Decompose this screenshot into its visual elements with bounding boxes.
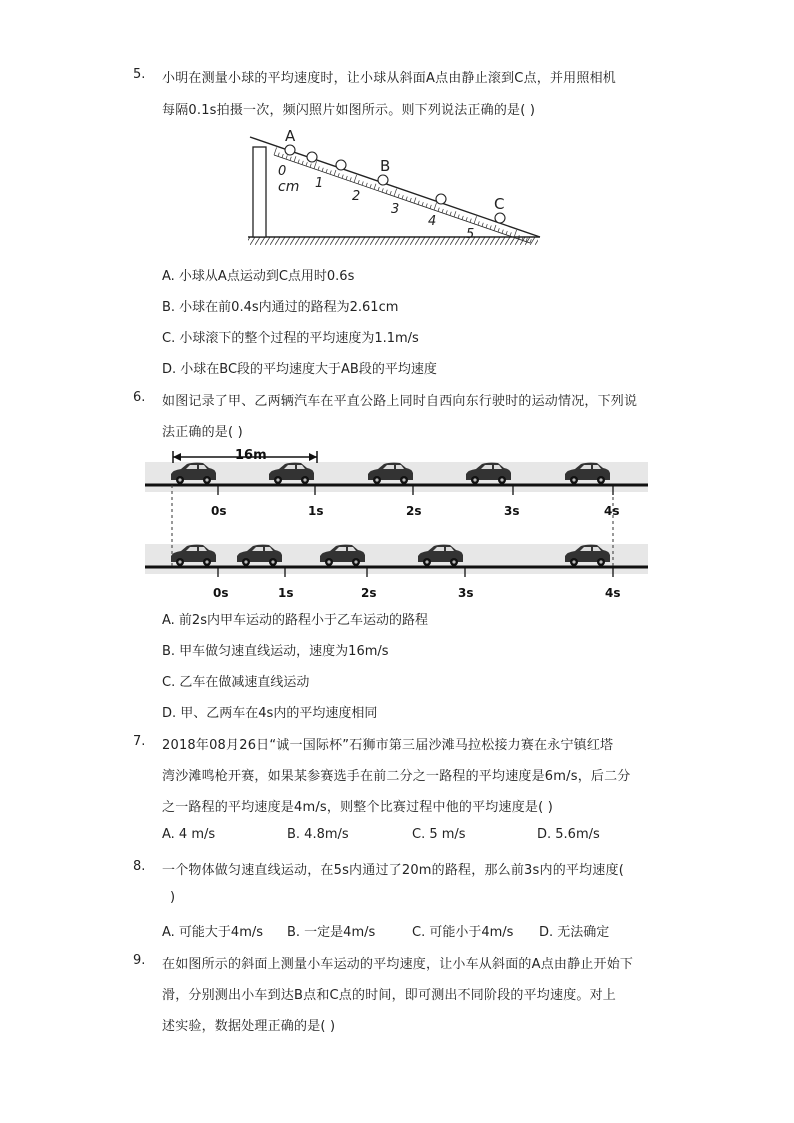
ruler-tick [282, 154, 283, 158]
ball [495, 213, 505, 223]
ruler-tick [406, 197, 407, 201]
ruler-tick [278, 153, 279, 157]
question-text-line: 之一路程的平均速度是4m/s，则整个比赛过程中他的平均速度是( ) [162, 800, 553, 815]
ruler-tick [442, 209, 443, 213]
ruler-tick [438, 208, 439, 212]
question-number: 5. [133, 67, 146, 82]
time-label: 3s [458, 586, 474, 600]
question-text-line: 述实验，数据处理正确的是( ) [162, 1019, 336, 1034]
question-number: 9. [133, 953, 146, 968]
ruler-number: 2 [352, 189, 361, 204]
ruler-tick [478, 221, 479, 225]
ruler-number: 3 [391, 202, 400, 217]
ruler-tick [462, 216, 463, 220]
ruler-tick [322, 168, 323, 172]
ruler-tick [394, 189, 397, 197]
ruler-tick [502, 230, 503, 234]
point-label-a: A [285, 127, 296, 145]
question-text-line: 2018年08月26日“诚一国际杯”石狮市第三届沙滩马拉松接力赛在永宁镇红塔 [162, 738, 614, 753]
time-label: 2s [406, 504, 422, 518]
ruler-tick [506, 231, 507, 235]
question-number: 6. [133, 390, 146, 405]
question-text-line: 一个物体做匀速直线运动，在5s内通过了20m的路程，那么前3s内的平均速度( [162, 863, 624, 878]
ground-hatch [248, 237, 538, 245]
ruler-tick [470, 219, 471, 223]
ruler-tick [310, 164, 311, 168]
ball [307, 152, 317, 162]
ruler-tick [326, 169, 327, 173]
option-b: B. 4.8m/s [287, 827, 349, 842]
time-label: 2s [361, 586, 377, 600]
time-label: 1s [278, 586, 294, 600]
ruler-tick [382, 188, 383, 192]
ruler-tick [434, 202, 437, 210]
ruler-number: 4 [428, 214, 437, 229]
option-d: D. 无法确定 [539, 925, 610, 940]
ruler-tick [346, 176, 347, 180]
ruler-tick [366, 183, 367, 187]
ruler-tick [314, 161, 317, 169]
question-text-line: 在如图所示的斜面上测量小车运动的平均速度，让小车从斜面的A点由静止开始下 [162, 957, 634, 972]
ruler-tick [386, 190, 387, 194]
ball [336, 160, 346, 170]
question-text-line: ) [170, 890, 176, 905]
ruler-tick [318, 166, 319, 170]
option-a: A. 可能大于4m/s [162, 925, 264, 940]
ruler-number: 5 [466, 227, 475, 242]
option-a: A. 小球从A点运动到C点用时0.6s [162, 269, 355, 284]
time-label: 3s [504, 504, 520, 518]
option-a: A. 前2s内甲车运动的路程小于乙车运动的路程 [162, 613, 428, 628]
wall-post [253, 147, 266, 237]
ball [436, 194, 446, 204]
ruler-tick [274, 147, 277, 155]
ruler-tick [450, 212, 451, 216]
car-motion-figure [145, 445, 650, 605]
ruler-tick [414, 197, 416, 203]
ball [378, 175, 388, 185]
ruler-tick [458, 214, 459, 218]
question-text-line: 滑，分别测出小车到达B点和C点的时间，即可测出不同阶段的平均速度。对上 [162, 988, 616, 1003]
time-label: 4s [605, 586, 621, 600]
time-label: 4s [604, 504, 620, 518]
ruler-tick [454, 211, 456, 217]
ruler-tick [294, 156, 296, 162]
time-label: 1s [308, 504, 324, 518]
ruler-tick [286, 155, 287, 159]
time-label: 0s [213, 586, 229, 600]
question-text-line: 湾沙滩鸣枪开赛，如果某参赛选手在前二分之一路程的平均速度是6m/s，后二分 [162, 769, 631, 784]
ruler-tick [330, 170, 331, 174]
option-c: C. 可能小于4m/s [412, 925, 514, 940]
option-c: C. 乙车在做减速直线运动 [162, 675, 310, 690]
question-text-line: 法正确的是( ) [162, 425, 243, 440]
ruler-tick [446, 210, 447, 214]
ruler-tick [370, 184, 371, 188]
ruler-tick [306, 162, 307, 166]
question-text-line: 如图记录了甲、乙两辆汽车在平直公路上同时自西向东行驶时的运动情况，下列说 [162, 394, 638, 409]
ruler-tick [422, 202, 423, 206]
ruler-tick [430, 205, 431, 209]
ruler-tick [398, 194, 399, 198]
ruler-tick [466, 217, 467, 221]
ruler-tick [362, 181, 363, 185]
option-d: D. 甲、乙两车在4s内的平均速度相同 [162, 706, 378, 721]
point-label-b: B [380, 157, 391, 175]
option-b: B. 甲车做匀速直线运动，速度为16m/s [162, 644, 389, 659]
ruler-tick [302, 161, 303, 165]
ruler-tick [354, 175, 357, 183]
ruler-unit: cm [278, 179, 300, 195]
point-label-c: C [494, 195, 505, 213]
time-label: 0s [211, 504, 227, 518]
option-b: B. 一定是4m/s [287, 925, 376, 940]
ruler-tick [490, 225, 491, 229]
ruler-tick [510, 232, 511, 236]
option-a: A. 4 m/s [162, 827, 216, 842]
ruler-tick [402, 195, 403, 199]
ball [285, 145, 295, 155]
ruler-tick [334, 170, 336, 176]
ruler-tick [390, 191, 391, 195]
ruler-tick [290, 157, 291, 161]
question-number: 7. [133, 734, 146, 749]
ruler-tick [342, 175, 343, 179]
distance-label: 16m [235, 448, 267, 463]
option-d: D. 小球在BC段的平均速度大于AB段的平均速度 [162, 362, 437, 377]
question-text-line: 每隔0.1s拍摄一次，频闪照片如图所示。则下列说法正确的是( ) [162, 103, 536, 118]
question-number: 8. [133, 859, 146, 874]
ruler-number: 1 [315, 176, 324, 191]
incline-ruler-figure [240, 125, 550, 250]
ruler-tick [418, 201, 419, 205]
ruler-tick [426, 203, 427, 207]
ruler-tick [494, 225, 496, 231]
ruler-tick [378, 187, 379, 191]
option-c: C. 小球滚下的整个过程的平均速度为1.1m/s [162, 331, 419, 346]
option-b: B. 小球在前0.4s内通过的路程为2.61cm [162, 300, 399, 315]
ruler-tick [482, 223, 483, 227]
ruler-tick [350, 177, 351, 181]
ruler-number: 0 [278, 164, 287, 179]
ruler-tick [338, 173, 339, 177]
option-c: C. 5 m/s [412, 827, 466, 842]
ruler-tick [486, 224, 487, 228]
ruler-tick [410, 198, 411, 202]
ruler-tick [498, 228, 499, 232]
ruler-tick [474, 216, 477, 224]
ruler-tick [358, 180, 359, 184]
question-text-line: 小明在测量小球的平均速度时，让小球从斜面A点由静止滚到C点，并用照相机 [162, 71, 616, 86]
option-d: D. 5.6m/s [537, 827, 600, 842]
ruler-tick [298, 159, 299, 163]
ruler-tick [374, 184, 376, 190]
